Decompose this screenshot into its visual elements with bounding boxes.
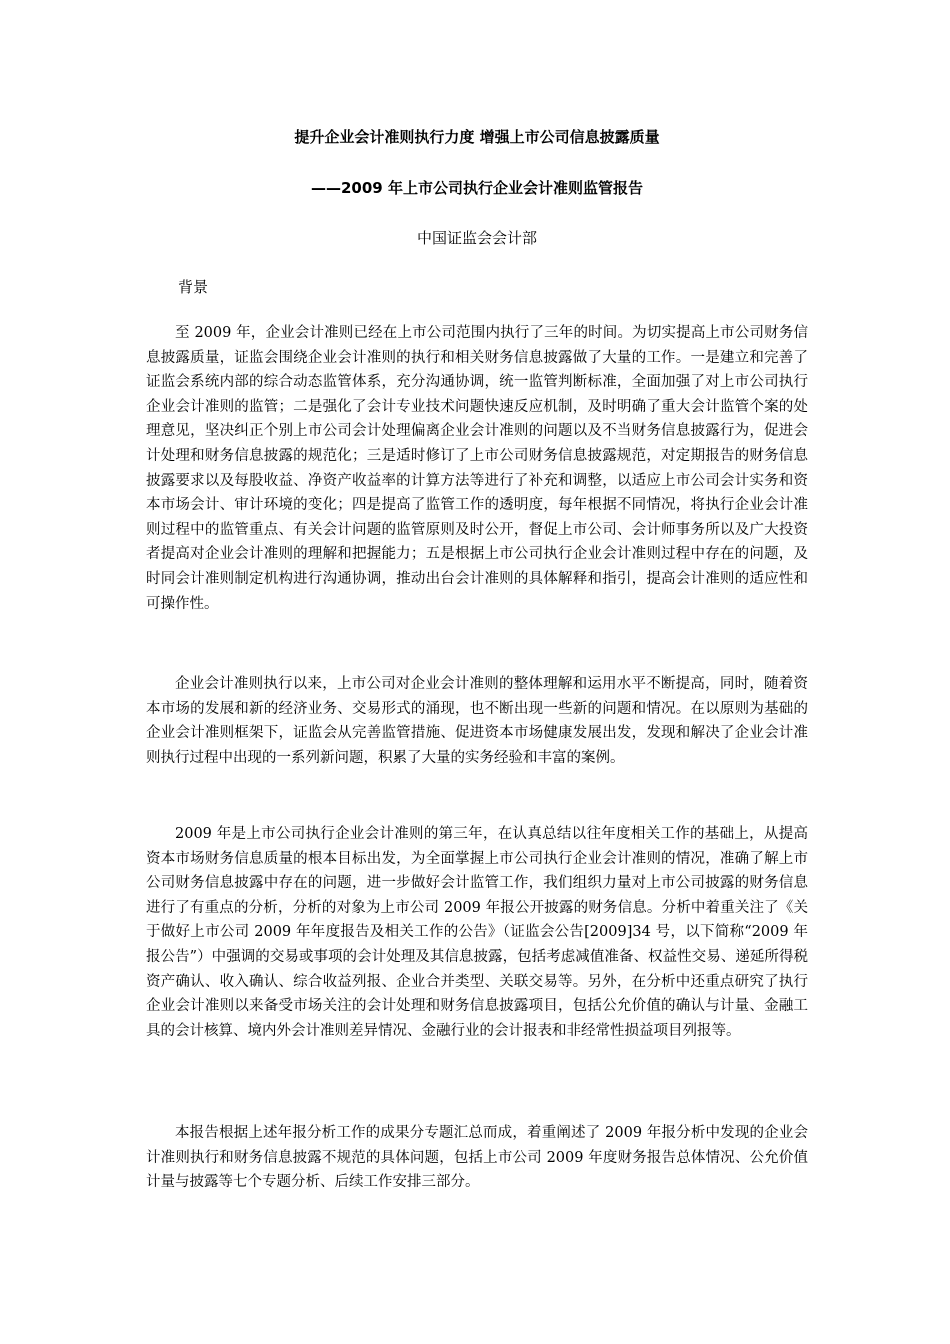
body-paragraph-4: 本报告根据上述年报分析工作的成果分专题汇总而成，着重阐述了 2009 年报分析中发现的企业会计准则执行和财务信息披露不规范的具体问题，包括上市公司 2009 年度财务报告总体情况、公允价值计量与披露等七个专题分析、后续工作安排三部分。 [146,1125,808,1191]
section-heading: 背景 [178,278,209,296]
body-paragraph-2: 企业会计准则执行以来，上市公司对企业会计准则的整体理解和运用水平不断提高，同时，随着资本市场的发展和新的经济业务、交易形式的涌现，也不断出现一些新的问题和情况。在以原则为基础的企业会计准则框架下，证监会从完善监管措施、促进资本市场健康发展出发，发现和解决了企业会计准则执行过程中出现的一系列新问题，积累了大量的实务经验和丰富的案例。 [146,676,808,766]
document-title: 提升企业会计准则执行力度 增强上市公司信息披露质量 [294,128,660,146]
document-author: 中国证监会会计部 [416,229,537,247]
body-paragraph-3: 2009 年是上市公司执行企业会计准则的第三年，在认真总结以往年度相关工作的基础上，从提高资本市场财务信息质量的根本目标出发，为全面掌握上市公司执行企业会计准则的情况，准确了解上市公司财务信息披露中存在的问题，进一步做好会计监管工作，我们组织力量对上市公司披露的财务信息进行了有重点的分析，分析的对象为上市公司 2009 年报公开披露的财务信息。分析中着重关注了《关于做好上市公司 2009 年年度报告及相关工作的公告》（证监会公告[2009]34 号，以下简称“2009 年报公告”）中强调的交易或事项的会计处理及其信息披露，包括考虑减值准备、权益性交易、递延所得税资产确认、收入确认、综合收益列报、企业合并类型、关联交易等。另外，在分析中还重点研究了执行企业会计准则以来备受市场关注的会计处理和财务信息披露项目，包括公允价值的确认与计量、金融工具的会计核算、境内外会计准则差异情况、金融行业的会计报表和非经常性损益项目列报等。 [146,826,808,1039]
body-paragraph-1: 至 2009 年，企业会计准则已经在上市公司范围内执行了三年的时间。为切实提高上市公司财务信息披露质量，证监会围绕企业会计准则的执行和相关财务信息披露做了大量的工作。一是建立和完善了证监会系统内部的综合动态监管体系，充分沟通协调，统一监管判断标准，全面加强了对上市公司执行企业会计准则的监管；二是强化了会计专业技术问题快速反应机制，及时明确了重大会计监管个案的处理意见，坚决纠正个别上市公司会计处理偏离企业会计准则的问题以及不当财务信息披露行为，促进会计处理和财务信息披露的规范化；三是适时修订了上市公司财务信息披露规范，对定期报告的财务信息披露要求以及每股收益、净资产收益率的计算方法等进行了补充和调整，以适应上市公司会计实务和资本市场会计、审计环境的变化；四是提高了监管工作的透明度，每年根据不同情况，将执行企业会计准则过程中的监管重点、有关会计问题的监管原则及时公开，督促上市公司、会计师事务所以及广大投资者提高对企业会计准则的理解和把握能力；五是根据上市公司执行企业会计准则过程中存在的问题，及时同会计准则制定机构进行沟通协调，推动出台会计准则的具体解释和指引，提高会计准则的适应性和可操作性。 [146,325,808,612]
document-subtitle: ——2009 年上市公司执行企业会计准则监管报告 [311,179,643,197]
